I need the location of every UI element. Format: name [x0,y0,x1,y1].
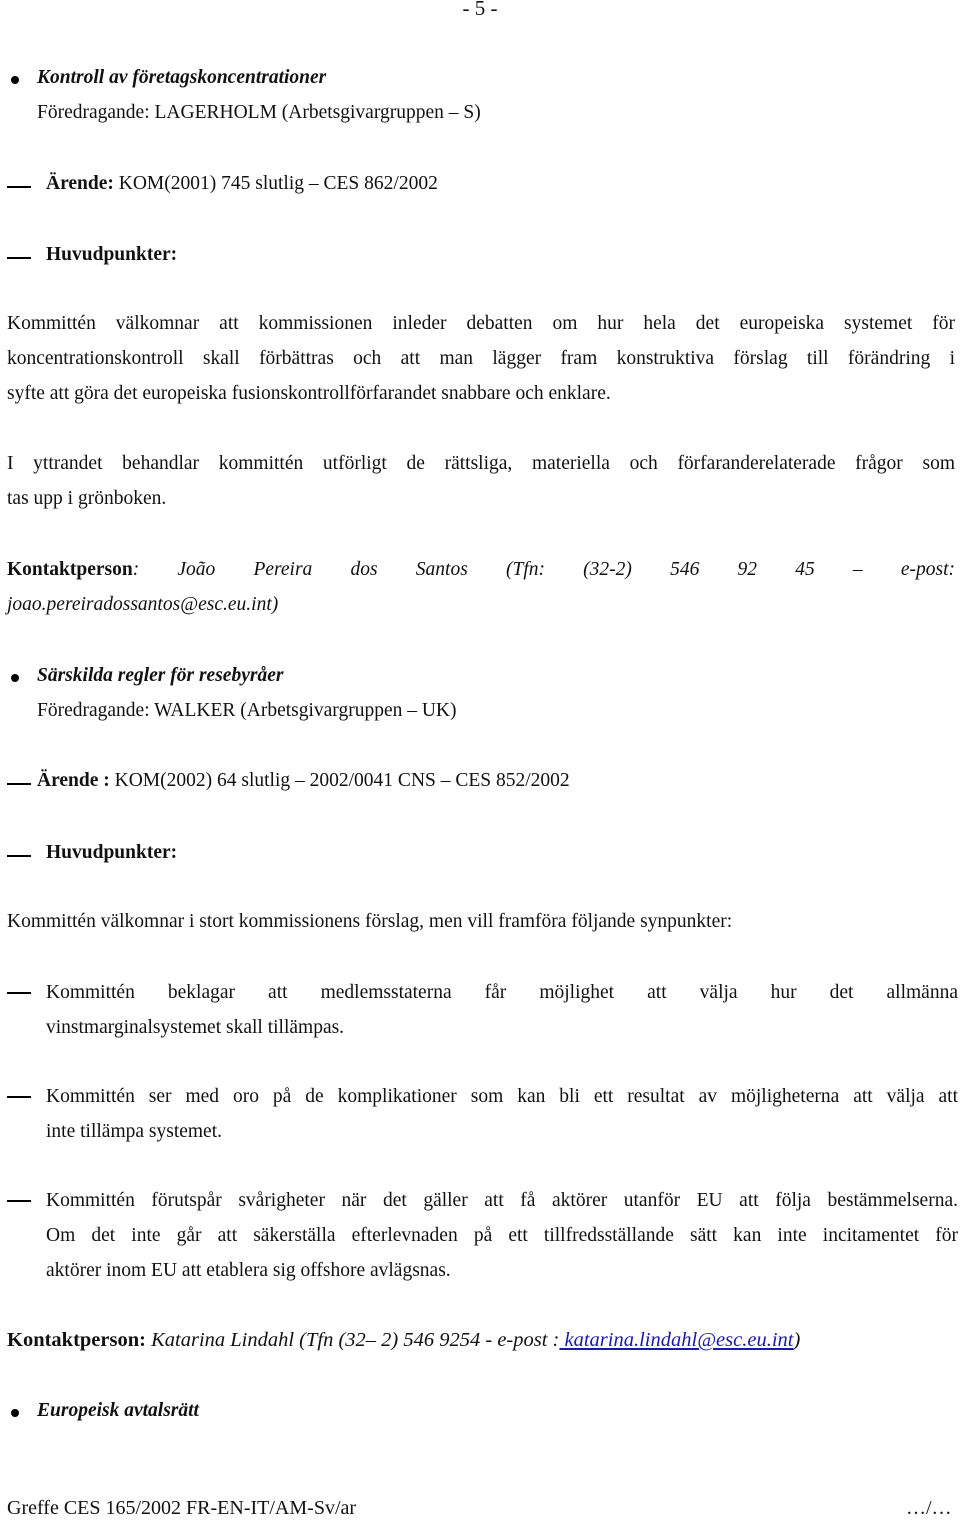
footer-continuation: …/… [906,1497,952,1519]
contact-email: joao.pereiradossantos@esc.eu.int) [7,594,279,615]
point-line: Kommittén ser med oro på de komplikationer som kan bli ett resultat av möjligheterna att välja att [46,1086,958,1107]
dash-icon [7,257,31,259]
paragraph-line: Kommittén välkomnar att kommissionen inleder debatten om hur hela det europeiska systemet för [7,313,955,334]
dash-icon [7,783,31,785]
section-title: Europeisk avtalsrätt [37,1400,199,1421]
arende-label: Ärende: [46,173,114,194]
huvudpunkter-heading: Huvudpunkter: [46,842,178,863]
section-title: Kontroll av företagskoncentrationer [37,67,327,88]
contact-line [7,552,955,587]
contact-label: Kontaktperson: [7,1329,146,1351]
arende-line [46,173,438,195]
section-title: Särskilda regler för resebyråer [37,665,284,686]
rapporteur-line: Föredragande: LAGERHOLM (Arbetsgivargruppen – S) [37,102,481,123]
email-link[interactable]: katarina.lindahl@esc.eu.int [559,1329,794,1351]
paragraph-line: syfte att göra det europeiska fusionskontrollförfarandet snabbare och enklare. [7,383,611,404]
contact-close: ) [793,1329,801,1351]
arende-value: KOM(2002) 64 slutlig – 2002/0041 CNS – CES 852/2002 [109,770,570,791]
dash-icon [7,1096,31,1098]
arende-value: KOM(2001) 745 slutlig – CES 862/2002 [113,173,438,194]
point-line: Kommittén beklagar att medlemsstaterna får möjlighet att välja hur det allmänna [46,982,958,1003]
point-line: Om det inte går att säkerställa efterlevnaden på ett tillfredsställande sätt kan inte incitamentet för [46,1225,958,1246]
dash-icon [7,186,31,188]
contact-label: Kontaktperson [7,559,133,580]
dash-icon [7,855,31,857]
contact-text: Katarina Lindahl (Tfn (32– 2) 546 9254 - e-post : [145,1329,560,1351]
contact-line [7,1323,800,1358]
point-line: aktörer inom EU att etablera sig offshore avlägsnas. [46,1260,451,1281]
bullet-icon [11,674,19,682]
arende-line [37,770,570,792]
huvudpunkter-heading: Huvudpunkter: [46,244,178,265]
arende-label: Ärende : [37,770,110,791]
page-number: - 5 - [462,0,498,20]
bullet-icon [11,76,19,84]
point-line: inte tillämpa systemet. [46,1121,223,1142]
paragraph-line: tas upp i grönboken. [7,488,167,509]
dash-icon [7,1200,31,1202]
bullet-icon [11,1409,19,1417]
paragraph-line: koncentrationskontroll skall förbättras och att man lägger fram konstruktiva förslag till förändring i [7,348,955,369]
dash-icon [7,992,31,994]
point-line: vinstmarginalsystemet skall tillämpas. [46,1017,345,1038]
rapporteur-line: Föredragande: WALKER (Arbetsgivargruppen – UK) [37,700,457,721]
point-line: Kommittén förutspår svårigheter när det gäller att få aktörer utanför EU att följa bestämmelserna. [46,1190,958,1211]
contact-text: : João Pereira dos Santos (Tfn: (32-2) 546 92 45 – e-post: [132,559,955,580]
paragraph-line: I yttrandet behandlar kommittén utförligt de rättsliga, materiella och förfaranderelaterade frågor som [7,453,955,474]
footer-reference: Greffe CES 165/2002 FR-EN-IT/AM-Sv/ar [7,1497,357,1519]
paragraph-line: Kommittén välkomnar i stort kommissionens förslag, men vill framföra följande synpunkter: [7,911,733,932]
